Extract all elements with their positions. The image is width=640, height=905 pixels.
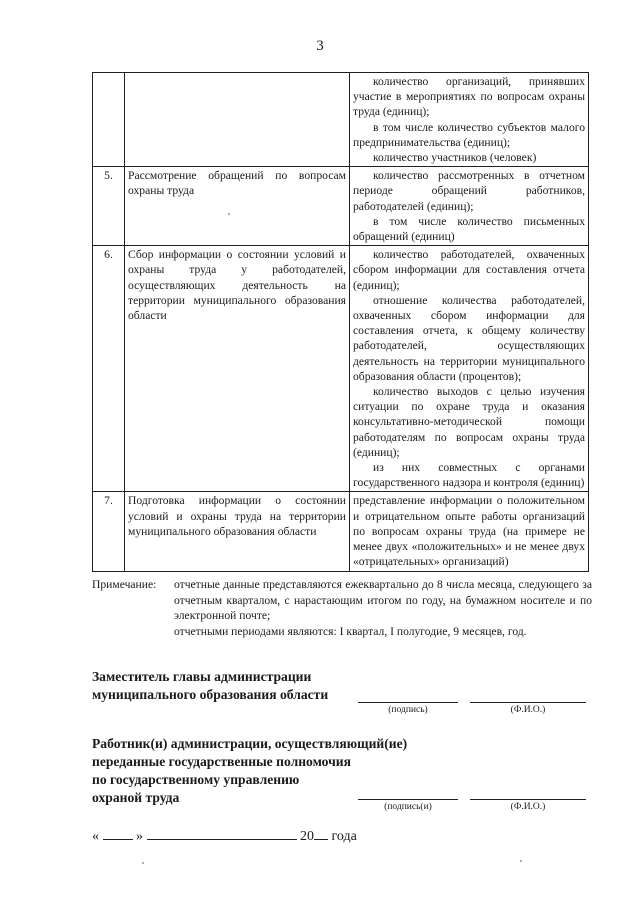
indicator-text: количество организаций, принявших участие в мероприятиях по вопросам охраны труда (единиц); [353, 75, 585, 119]
table-row [93, 167, 589, 246]
task-text: Подготовка информации о состоянии условий и охраны труда на территории муниципального образования области [125, 492, 350, 571]
measures-table [92, 72, 589, 572]
note-text: отчетными периодами являются: I квартал, I полугодие, 9 месяцев, год. [174, 624, 527, 638]
day-blank [103, 825, 133, 840]
task-text: Рассмотрение обращений по вопросам охраны труда [125, 167, 350, 246]
signature2-title-line2: переданные государственные полномочия [92, 754, 351, 769]
close-quote: » [136, 829, 143, 844]
row-number: 5. [93, 167, 125, 246]
row-number-cell [93, 73, 125, 167]
note-label: Примечание: [92, 578, 157, 591]
signature1-name-line [470, 702, 586, 703]
row-number: 7. [93, 492, 125, 571]
indicators-cell [350, 246, 589, 492]
signature1-sign-line [358, 702, 458, 703]
signature2-name-caption: (Ф.И.О.) [510, 802, 546, 812]
indicators-cell [350, 73, 589, 167]
table-row [93, 492, 589, 571]
indicators-cell [350, 492, 589, 571]
indicator-text: количество рассмотренных в отчетном периоде обращений работников, работодателей (единиц); [353, 169, 585, 213]
signature1-title-line2: муниципального образования области [92, 687, 329, 702]
year-suffix: года [331, 829, 357, 844]
year-prefix: 20 [300, 829, 314, 844]
page-number: 3 [316, 38, 324, 54]
scan-speck [520, 860, 522, 862]
signature2-sign-line [358, 799, 458, 800]
table-row [93, 246, 589, 492]
indicator-text: количество выходов с целью изучения ситуации по охране труда и оказания консультативно-методической помощи работодателям по вопросам охраны труда (единиц); [353, 385, 585, 459]
indicator-text: из них совместных с органами государственного надзора и контроля (единиц) [353, 461, 585, 490]
signature2-sign-caption: (подпись(и) [384, 802, 432, 812]
scan-speck [228, 213, 230, 215]
signature1-sign-caption: (подпись) [388, 705, 428, 715]
scan-speck [142, 862, 144, 864]
indicator-text: количество работодателей, охваченных сбором информации для составления отчета (единиц); [353, 248, 585, 292]
indicator-text: представление информации о положительном и отрицательном опыте работы организаций по вопросам охраны труда (на примере не менее двух «положительных» и не менее двух «отрицательных» организаций) [353, 494, 585, 569]
signature2-name-line [470, 799, 586, 800]
signature2-title-line1: Работник(и) администрации, осуществляющий(ие) [92, 736, 408, 751]
open-quote: « [92, 829, 99, 844]
signature2-title-line3: по государственному управлению [92, 772, 300, 787]
signature1-title-line1: Заместитель главы администрации [92, 669, 312, 684]
row-number: 6. [93, 246, 125, 492]
table-row-continued [93, 73, 589, 167]
signature2-title-line4: охраной труда [92, 790, 180, 805]
note-block [92, 577, 592, 639]
indicator-text: количество участников (человек) [373, 151, 537, 165]
task-cell [125, 73, 350, 167]
month-blank [147, 825, 297, 840]
note-body [174, 577, 592, 639]
year-blank [314, 825, 328, 840]
signature1-name-caption: (Ф.И.О.) [510, 705, 546, 715]
date-line [92, 825, 357, 845]
indicator-text: в том числе количество субъектов малого предпринимательства (единиц); [353, 120, 585, 149]
note-text: отчетные данные представляются ежеквартально до 8 числа месяца, следующего за отчетным кварталом, с нарастающим итогом по году, на бумажном носителе и по электронной почте; [174, 578, 592, 622]
indicators-cell [350, 167, 589, 246]
indicator-text: отношение количества работодателей, охваченных сбором информации для составления отчета, к общему количеству работодателей, осуществляющих деятельность на территории муниципального образования области (процентов); [353, 293, 585, 383]
indicator-text: в том числе количество письменных обращений (единиц) [353, 214, 585, 244]
task-text: Сбор информации о состоянии условий и охраны труда у работодателей, осуществляющих деятельность на территории муниципального образования области [125, 246, 350, 492]
